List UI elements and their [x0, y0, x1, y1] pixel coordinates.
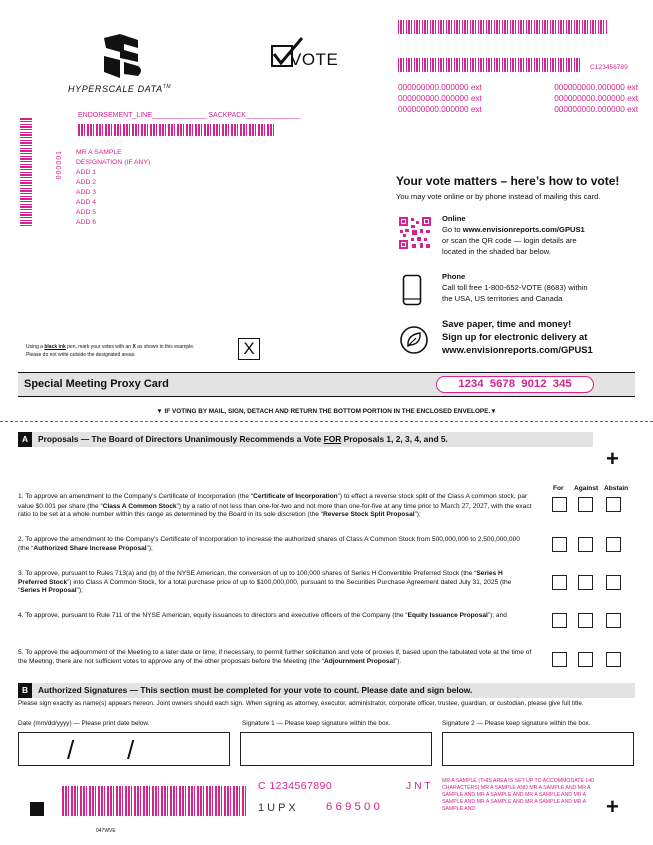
signature-1-input[interactable] [240, 732, 432, 766]
form-code: 047WVE [96, 828, 116, 834]
address-block [76, 148, 150, 228]
instr-text: pen, mark your votes with an [65, 344, 133, 350]
proposal-text: ”) to effect a reverse stock split of the Class A common stock, par value $0.001 per share (the “ [18, 493, 528, 510]
proposal-text: ”); and [487, 612, 507, 619]
col-abstain: Abstain [604, 485, 629, 492]
date-slash: / [67, 735, 75, 765]
proxy-card-code: 1234 5678 9012 345 [436, 376, 594, 393]
ext-line: 000000000.000000 ext [398, 105, 482, 114]
phone-icon [402, 274, 422, 306]
proposal-bold: Class A Common Stock [102, 502, 177, 510]
proposal-text: To approve the adjournment of the Meeting to a later date or time, if necessary, to permit further solicitation and vote of proxies if, based upon the tabulated vote at the time of the Meeting, there are not sufficient votes to approve any of the other proposals before the Meeting (the “ [18, 649, 532, 665]
proxy-card-bar [18, 372, 635, 397]
proposal-5-abstain-checkbox[interactable] [606, 652, 621, 667]
vote-subtitle: You may vote online or by phone instead of mailing this card. [396, 192, 601, 201]
footer-jnt: J N T [406, 781, 431, 792]
address-line: ADD 3 [76, 189, 97, 196]
proposal-bold: Series H Preferred Stock [18, 570, 503, 586]
eco-info [442, 317, 593, 356]
col-for: For [553, 485, 564, 492]
online-text: Go to [442, 225, 463, 234]
section-a-for: FOR [323, 434, 342, 444]
proposal-3-abstain-checkbox[interactable] [606, 575, 621, 590]
footer-barcode [62, 786, 246, 816]
proposal-number: 1. [18, 493, 24, 500]
proposal-number: 4. [18, 612, 24, 619]
section-b-header [18, 683, 635, 698]
section-a-title: Proposals 1, 2, 3, 4, and 5. [341, 434, 448, 444]
side-barcode [20, 118, 32, 226]
phone-heading: Phone [442, 272, 466, 281]
proposal-text: To approve, pursuant to Rules 713(a) and (b) of the NYSE American, the conversion of up to 100,000 shares of Series H Convertible Preferred Stock (the “ [25, 570, 477, 577]
proxy-card-title: Special Meeting Proxy Card [24, 378, 169, 390]
qr-code-icon [398, 216, 432, 250]
eco-text: Save paper, time and money! [442, 318, 572, 329]
eco-text: Sign up for electronic delivery at [442, 331, 588, 342]
company-name [68, 84, 171, 94]
proposal-5 [18, 649, 533, 666]
phone-info [442, 271, 588, 304]
proposal-4-abstain-checkbox[interactable] [606, 613, 621, 628]
proposal-bold: Authorized Share Increase Proposal [33, 544, 147, 552]
proposal-text: ”); [414, 511, 421, 519]
proposal-bold: Series H Proposal [20, 587, 77, 595]
proposal-bold: Certificate of Incorporation [253, 493, 338, 500]
address-line: ADD 5 [76, 209, 97, 216]
footer-code-line: 1 U P X [258, 802, 296, 814]
footer-control: C 1234567890 [258, 781, 333, 792]
online-url-link[interactable]: www.envisionreports.com/GPUS1 [462, 225, 585, 234]
proposal-bold: Equity Issuance Proposal [407, 612, 488, 619]
proposal-1-abstain-checkbox[interactable] [606, 497, 621, 512]
company-name-text: HYPERSCALE DATA [68, 84, 163, 94]
plus-mark-icon: + [606, 446, 619, 471]
trademark: TM [162, 84, 172, 90]
section-a-header [18, 432, 593, 447]
mail-instruction: ▼ IF VOTING BY MAIL, SIGN, DETACH AND RETURN THE BOTTOM PORTION IN THE ENCLOSED ENVELOPE.▼ [156, 408, 497, 415]
proposal-2-abstain-checkbox[interactable] [606, 537, 621, 552]
proposal-5-against-checkbox[interactable] [578, 652, 593, 667]
instr-line2: Please do not write outside the designated areas. [26, 352, 136, 358]
online-text: or scan the QR code — login details are [442, 236, 577, 245]
online-info [442, 213, 585, 257]
proposal-text: To approve an amendment to the Company’s Certificate of Incorporation (the “ [25, 493, 254, 500]
proposal-4 [18, 612, 533, 621]
ext-line: 000000000.000000 ext [554, 83, 638, 92]
leaf-icon [399, 325, 429, 355]
hyperscale-logo-icon [98, 34, 144, 78]
proposal-bold: Adjournment Proposal [323, 657, 396, 665]
endorsement-barcode [78, 124, 274, 136]
proposal-1 [18, 493, 533, 520]
date-input[interactable] [18, 732, 230, 766]
phone-text: the USA, US territories and Canada [442, 294, 563, 303]
plus-mark-icon: + [606, 794, 619, 819]
proposal-bold: Reverse Stock Split Proposal [322, 511, 415, 519]
section-letter: B [18, 683, 32, 698]
ext-line: 000000000.000000 ext [554, 105, 638, 114]
signature-instructions: Please sign exactly as name(s) appears hereon. Joint owners should each sign. When signing as attorney, executor, administrator, corporate officer, trustee, guardian, or custodian, please give full title. [18, 700, 584, 707]
online-heading: Online [442, 214, 466, 223]
registration-square [30, 802, 44, 816]
footer-sample-text: MR A SAMPLE (THIS AREA IS SET UP TO ACCOMMODATE 140 CHARACTERS) MR A SAMPLE AND MR A SAMPLE AND MR A SAMPLE AND MR A SAMPLE AND MR A SAMPLE AND MR A SAMPLE AND MR A SAMPLE AND MR A SAMPLE AND MR A SAMPLE AND [442, 778, 595, 812]
ext-line: 000000000.000000 ext [398, 94, 482, 103]
marking-instructions [26, 343, 236, 359]
signature-2-input[interactable] [442, 732, 634, 766]
signature-1-label: Signature 1 — Please keep signature within the box. [242, 720, 391, 727]
proposal-2-for-checkbox[interactable] [552, 537, 567, 552]
section-a-title: Proposals — The Board of Directors Unanimously Recommends a Vote [38, 434, 324, 444]
instr-text: Using a [26, 344, 45, 350]
section-letter: A [18, 432, 32, 447]
col-against: Against [574, 485, 599, 492]
proposal-text: ”) by a ratio of not less than one-for-two and not more than one-for-five at any time prior to [176, 502, 441, 510]
footer-number: 6 6 9 5 0 0 [326, 801, 380, 813]
address-line: ADD 2 [76, 179, 97, 186]
address-line: ADD 4 [76, 199, 97, 206]
proposal-number: 2. [18, 536, 24, 543]
proposal-text: To approve, pursuant to Rule 711 of the NYSE American, equity issuances to directors and executive officers of the Company (the “ [25, 612, 408, 619]
top-barcode-2 [398, 58, 582, 72]
instr-x: X [132, 344, 136, 350]
control-code: C123456789 [590, 64, 628, 71]
proposal-date: March 27, 2027 [440, 500, 488, 510]
proposal-3 [18, 570, 533, 596]
eco-url-link[interactable]: www.envisionreports.com/GPUS1 [442, 344, 593, 355]
proposal-4-against-checkbox[interactable] [578, 613, 593, 628]
example-mark-box: X [238, 338, 260, 360]
proposal-text: ”). [395, 657, 402, 665]
proposal-2-against-checkbox[interactable] [578, 537, 593, 552]
proposal-text: , with the exact ratio to be set at a whole number within this range as determined by the Board in its sole discretion (the “ [18, 502, 532, 519]
proposal-number: 3. [18, 570, 24, 577]
proposal-1-against-checkbox[interactable] [578, 497, 593, 512]
proposal-text: ”); [76, 587, 83, 595]
section-b-title: Authorized Signatures — This section must be completed for your vote to count. Please date and sign below. [38, 685, 473, 695]
online-text: located in the shaded bar below. [442, 247, 551, 256]
detach-line [0, 421, 653, 422]
date-slash: / [127, 735, 135, 765]
proposal-text: ”); [146, 544, 153, 552]
address-line: ADD 1 [76, 169, 97, 176]
proposal-text: ”) into Class A Common Stock, for a total purchase price of up to $100,000,000, pursuant to the Securities Purchase Agreement dated July 31, 2025 (the “ [18, 578, 512, 595]
proposal-4-for-checkbox[interactable] [552, 613, 567, 628]
proposal-5-for-checkbox[interactable] [552, 652, 567, 667]
proposal-3-against-checkbox[interactable] [578, 575, 593, 590]
ext-line: 000000000.000000 ext [398, 83, 482, 92]
signature-2-label: Signature 2 — Please keep signature within the box. [442, 720, 591, 727]
proposal-1-for-checkbox[interactable] [552, 497, 567, 512]
endorsement-line: ENDORSEMENT_LINE______________ SACKPACK______________ [78, 112, 301, 119]
vote-title: Your vote matters – here’s how to vote! [396, 174, 620, 188]
top-barcode-1 [398, 20, 608, 34]
proposal-text: To approve the amendment to the Company’s Certificate of Incorporation to increase the authorized shares of Class A Common Stock from 500,000,000 to 2,500,000,000 (the “ [18, 536, 520, 552]
address-line: ADD 6 [76, 219, 97, 226]
ext-line: 000000000.000000 ext [554, 94, 638, 103]
proposal-number: 5. [18, 649, 24, 656]
address-line: MR A SAMPLE [76, 149, 122, 156]
instr-pen: black ink [44, 344, 66, 350]
instr-text: as shown in this example. [135, 344, 195, 350]
ext-lines [398, 82, 638, 115]
date-label: Date (mm/dd/yyyy) — Please print date below. [18, 720, 150, 727]
address-line: DESIGNATION (IF ANY) [76, 159, 151, 166]
proposal-3-for-checkbox[interactable] [552, 575, 567, 590]
address-seq: 000001 [56, 150, 63, 180]
phone-text: Call toll free 1-800-652-VOTE (8683) within [442, 283, 588, 292]
vote-logo-text: VOTE [290, 50, 339, 69]
proposal-2 [18, 536, 533, 553]
